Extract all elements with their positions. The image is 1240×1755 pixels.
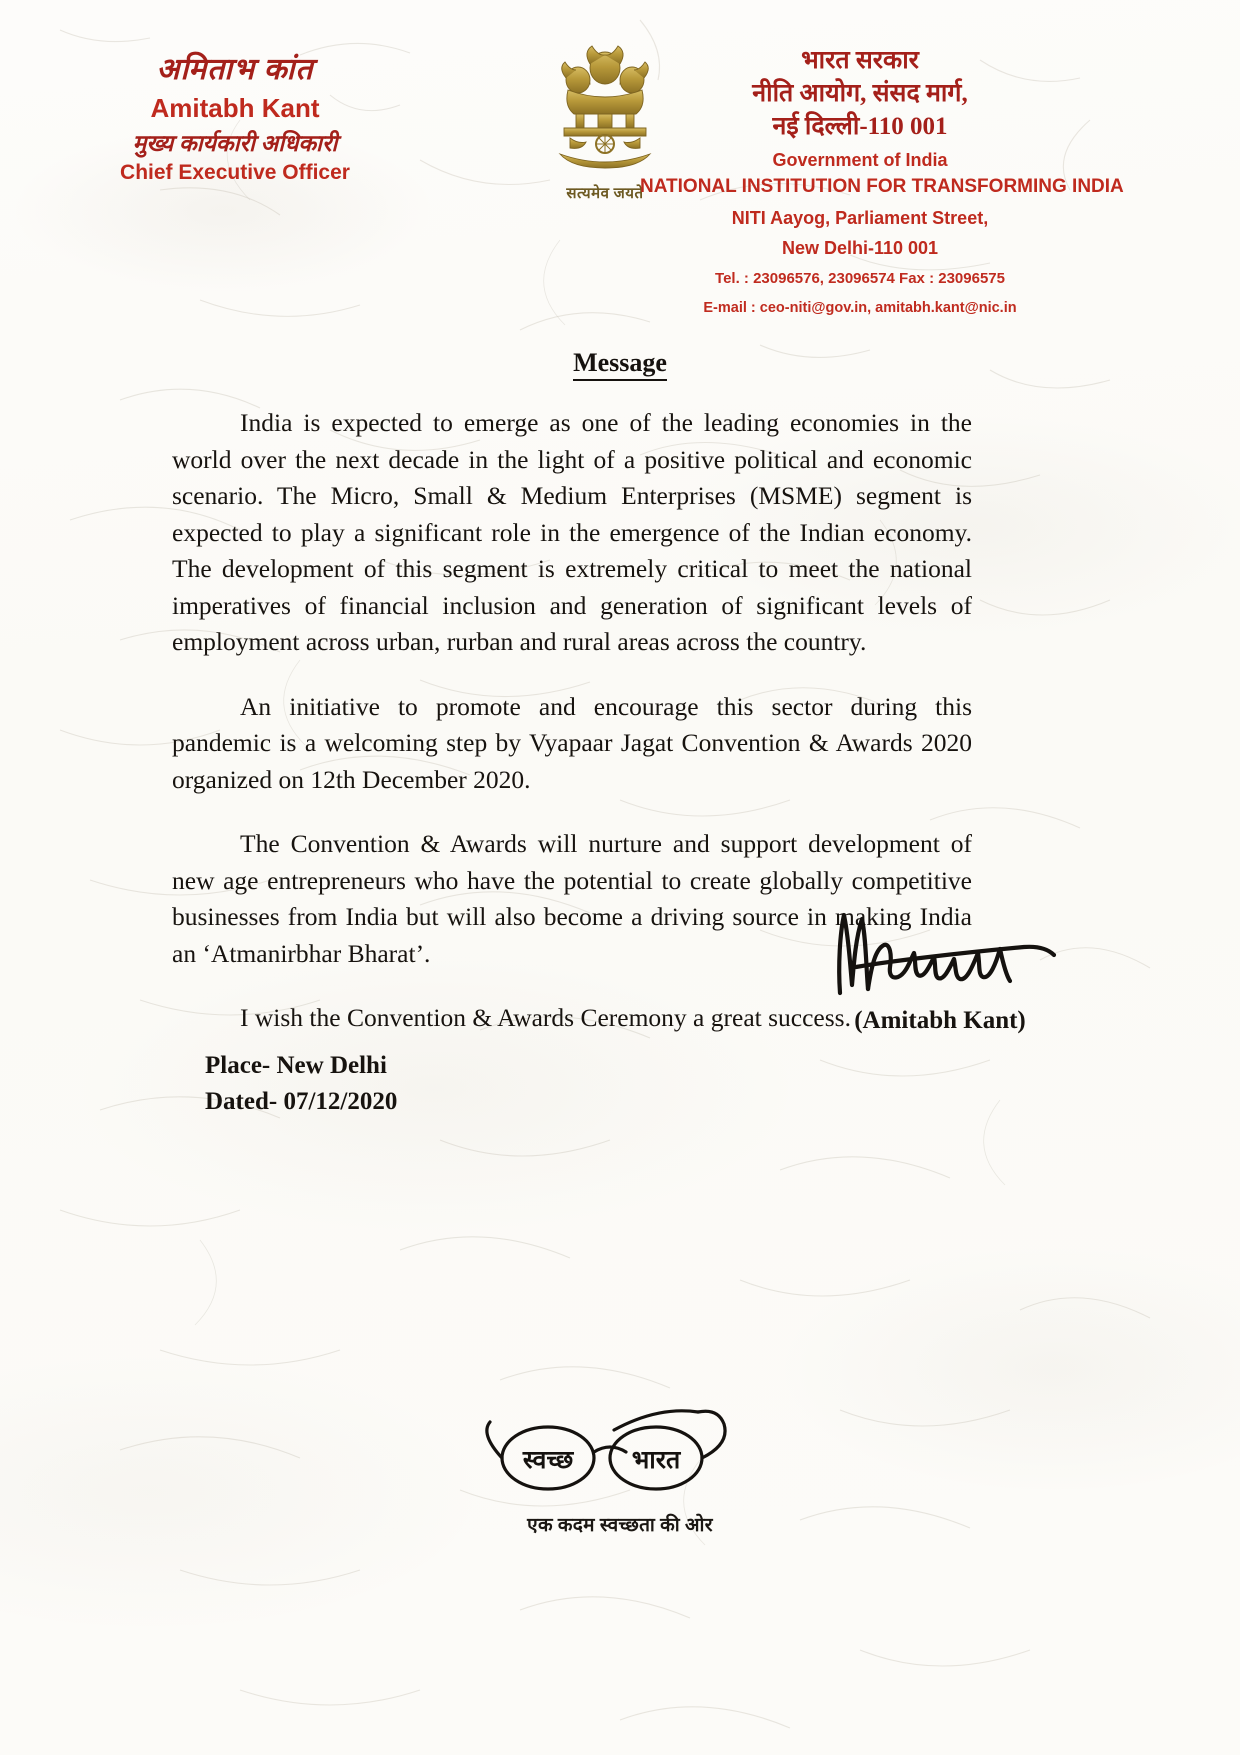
place-line: Place- New Delhi <box>205 1052 387 1079</box>
document-title <box>0 348 1240 378</box>
satyameva-jayate-motto: सत्यमेव जयते <box>566 186 644 202</box>
swachh-bharat-spectacles-logo-icon <box>470 1408 770 1500</box>
date-line: Dated- 07/12/2020 <box>205 1088 398 1115</box>
sender-designation-hindi: मुख्य कार्यकारी अधिकारी <box>132 131 338 157</box>
org-hindi-line-3: नई दिल्ली-110 001 <box>772 113 948 140</box>
sender-designation-english: Chief Executive Officer <box>120 161 350 185</box>
org-address-city: New Delhi-110 001 <box>781 237 939 258</box>
handwritten-signature-icon <box>810 905 1070 1000</box>
letterhead-organisation-block <box>640 44 1124 320</box>
signature-block <box>780 905 1100 1035</box>
org-full-name: NATIONAL INSTITUTION FOR TRANSFORMING INDIA <box>640 176 1124 198</box>
paragraph-1: India is expected to emerge as one of the leading economies in the world over the next decade in the light of a positive political and economic scenario. The Micro, Small & Medium Enterprises (MSME) segment is expected to play a significant role in the emergence of the Indian economy. The development of this segment is extremely critical to meet the national imperatives of financial inclusion and generation of significant levels of employment across urban, rurban and rural areas across the country. <box>172 408 972 656</box>
org-email[interactable]: E-mail : ceo-niti@gov.in, amitabh.kant@nic.in <box>703 299 1017 316</box>
org-government-of-india: Government of India <box>772 150 948 170</box>
paragraph-2: An initiative to promote and encourage this sector during this pandemic is a welcoming step by Vyapaar Jagat Convention & Awards 2020 organized on 12th December 2020. <box>172 691 972 794</box>
letterhead-sender-block <box>70 52 400 186</box>
document-title-text: Message <box>573 348 667 381</box>
swachh-label: स्वच्छ <box>522 1447 574 1474</box>
sender-name-hindi: अमिताभ कांत <box>156 53 314 86</box>
paragraph-3: The Convention & Awards will nurture and support development of new age entrepreneurs who have the potential to create globally competitive businesses from India but will also become a driving source in making India an ‘Atmanirbhar Bharat’. <box>172 829 972 968</box>
paragraph-4: I wish the Convention & Awards Ceremony a great success. <box>240 1003 851 1032</box>
bharat-label: भारत <box>631 1447 681 1474</box>
org-hindi-line-2: नीति आयोग, संसद मार्ग, <box>752 80 968 107</box>
swachh-bharat-tagline: एक कदम स्वच्छता की ओर <box>527 1515 713 1536</box>
org-telephone-fax: Tel. : 23096576, 23096574 Fax : 23096575 <box>715 269 1005 287</box>
signatory-name: (Amitabh Kant) <box>854 1007 1026 1034</box>
letterhead <box>0 34 1240 316</box>
org-hindi-line-1: भारत सरकार <box>801 47 919 74</box>
place-date-block <box>205 1048 397 1120</box>
sender-name-english: Amitabh Kant <box>150 93 320 123</box>
swachh-bharat-footer <box>0 1408 1240 1537</box>
org-address-street: NITI Aayog, Parliament Street, <box>731 207 989 228</box>
